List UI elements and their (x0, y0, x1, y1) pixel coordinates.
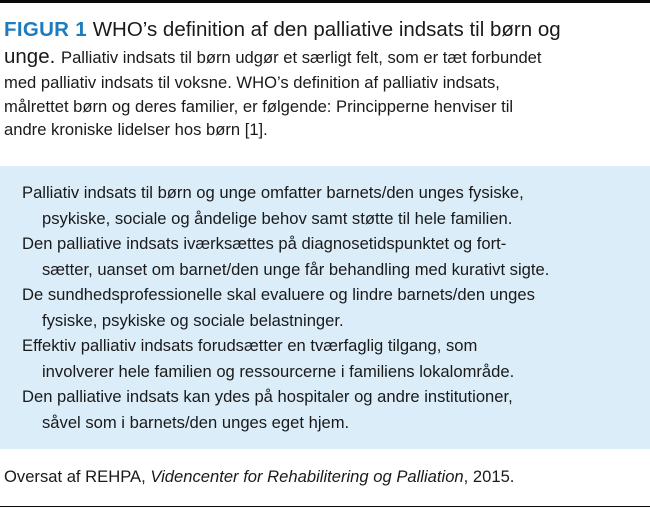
paragraph-line: såvel som i barnets/den unges eget hjem. (42, 412, 350, 432)
caption-line: målrettet børn og deres familier, er følgende: Principperne henviser til (4, 96, 514, 116)
definition-box (0, 166, 650, 449)
paragraph-line: Den palliative indsats iværksættes på diagnosetidspunktet og fort- (22, 234, 507, 253)
definition-paragraph (22, 231, 642, 282)
paragraph-line: De sundhedsprofessionelle skal evaluere og lindre barnets/den unges (22, 285, 535, 304)
paragraph-line: sætter, uanset om barnet/den unge får behandling med kurativt sigte. (42, 259, 550, 279)
source-suffix: , 2015. (463, 467, 515, 486)
caption-line: med palliativ indsats til voksne. WHO’s definition af palliativ indsats, (4, 73, 500, 92)
definition-paragraph (22, 333, 642, 384)
definition-paragraph (22, 180, 642, 231)
paragraph-line: Effektiv palliativ indsats forudsætter en tværfaglig tilgang, som (22, 336, 478, 355)
source-note (4, 465, 514, 489)
figure-title-line2 (4, 43, 640, 71)
caption-text-first: Palliativ indsats til børn udgør et særligt felt, som er tæt forbundet (61, 48, 542, 67)
definition-paragraph (22, 282, 642, 333)
paragraph-line: involverer hele familien og ressourcerne i familiens lokalområde. (42, 361, 515, 381)
source-italic: Videncenter for Rehabilitering og Palliation (150, 467, 464, 486)
figure-caption (4, 16, 640, 142)
bottom-rule (0, 506, 650, 507)
figure-label: FIGUR 1 (4, 18, 87, 41)
caption-line: andre kroniske lidelser hos børn [1]. (4, 120, 268, 139)
figure-title-end: unge. (4, 45, 56, 68)
paragraph-line: fysiske, psykiske og sociale belastninger. (42, 310, 344, 330)
caption-body (4, 71, 640, 142)
paragraph-line: psykiske, sociale og åndelige behov samt støtte til hele familien. (42, 208, 513, 228)
source-prefix: Oversat af REHPA, (4, 467, 151, 486)
top-rule (0, 0, 650, 3)
paragraph-line: Den palliative indsats kan ydes på hospitaler og andre institutioner, (22, 387, 513, 406)
definition-paragraph (22, 384, 642, 435)
figure-title: WHO’s definition af den palliative indsats til børn og (92, 18, 561, 41)
definition-box-content (22, 180, 642, 435)
figure-title-line1 (4, 16, 640, 43)
paragraph-line: Palliativ indsats til børn og unge omfatter barnets/den unges fysiske, (22, 183, 524, 202)
